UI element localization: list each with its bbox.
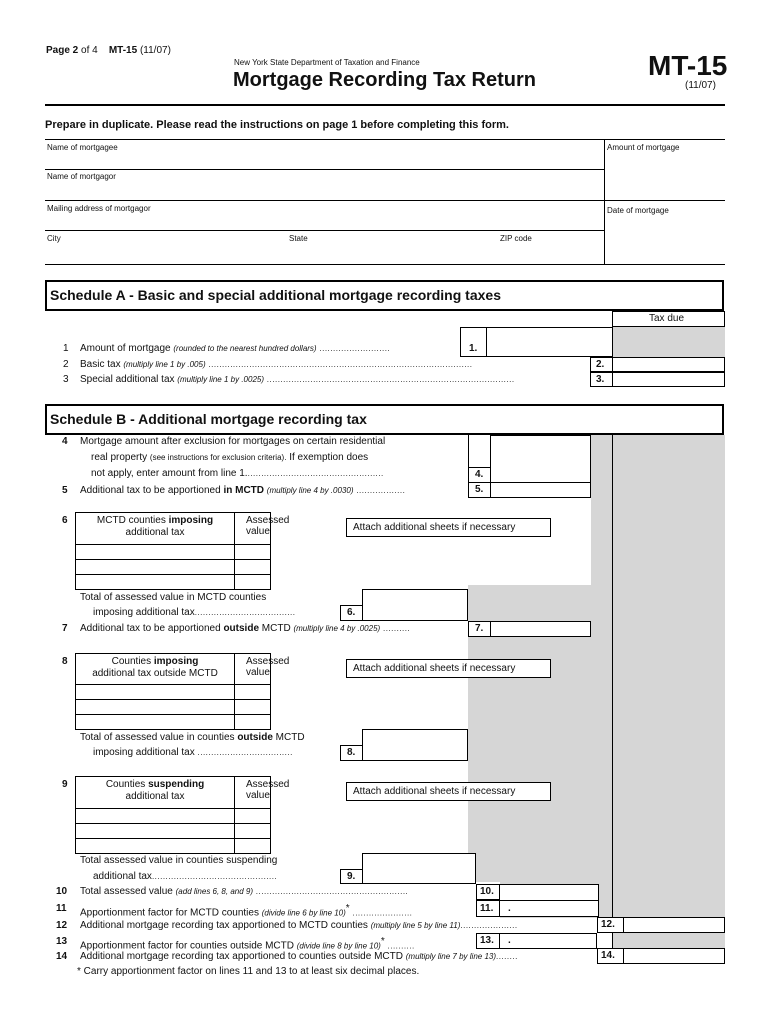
line-8-county-header: Counties imposing additional tax outside MCTD	[92, 656, 218, 679]
line-9-box-label: 9.	[347, 871, 356, 882]
date-input[interactable]	[606, 216, 724, 262]
line-11-num: 11	[56, 903, 67, 914]
line-11-input[interactable]	[499, 900, 599, 917]
line-11-box-label: 11.	[480, 903, 494, 914]
line-14-box-label: 14.	[601, 950, 615, 961]
line-8-num: 8	[62, 656, 68, 667]
line-10-box-label-cell	[476, 884, 500, 900]
line-4-input[interactable]	[490, 435, 591, 483]
line-9-total-a: Total assessed value in counties suspending	[80, 855, 278, 866]
line-2-box-label-cell	[590, 357, 613, 372]
line-7-num: 7	[62, 623, 68, 634]
zip-label: ZIP code	[500, 234, 532, 243]
line-9-box-label-cell	[340, 869, 363, 884]
line-13-label: Apportionment factor for counties outside MCTD (divide line 8 by line 10)* ..........	[80, 936, 415, 952]
schedule-b-title: Schedule B - Additional mortgage recording tax	[50, 411, 367, 427]
state-label: State	[289, 234, 308, 243]
line-6-box-label-cell	[340, 605, 363, 621]
line-13-box-label-cell	[476, 933, 500, 949]
line-6-num: 6	[62, 515, 68, 526]
line-4-box-label: 4.	[475, 469, 484, 480]
line-13-box-label: 13.	[480, 935, 494, 946]
mortgagor-input[interactable]	[46, 181, 602, 199]
line-1-label: Amount of mortgage (rounded to the nearest hundred dollars) ..........................	[80, 343, 391, 354]
line-12-box-label: 12.	[601, 919, 615, 930]
line-1-box-label-cell	[460, 327, 486, 357]
line-12-box-label-cell	[597, 917, 624, 933]
line-10-box-label: 10.	[480, 886, 494, 897]
line-14-box-label-cell	[597, 948, 624, 964]
line-8-county-inputs[interactable]	[76, 684, 233, 729]
line-6-county-inputs[interactable]	[76, 544, 233, 589]
line-5-box-label: 5.	[475, 484, 484, 495]
line-9-value-inputs[interactable]	[235, 808, 270, 853]
line-2-input[interactable]	[612, 357, 725, 372]
line-5-box-label-cell	[468, 482, 491, 498]
line-6-county-header: MCTD counties imposing additional tax	[96, 515, 214, 538]
line-12-num: 12	[56, 920, 68, 931]
line-3-box-label: 3.	[596, 374, 605, 385]
amount-label: Amount of mortgage	[607, 143, 680, 152]
line-4-text-c: not apply, enter amount from line 1...................................................	[91, 468, 384, 479]
mortgagee-label: Name of mortgagee	[47, 143, 118, 152]
schedule-b-header	[45, 404, 724, 435]
city-state-zip-input[interactable]	[46, 244, 602, 262]
line-3-label: Special additional tax (multiply line 1 by .0025) ...........................................................................................	[80, 374, 515, 385]
line-6-assessed-header: Assessed value	[246, 515, 290, 537]
line-11-label: Apportionment factor for MCTD counties (divide line 6 by line 10)* ......................	[80, 903, 413, 919]
line-4-box-label-cell	[468, 467, 491, 483]
line-2-label: Basic tax (multiply line 1 by .005) .................................................................................................	[80, 359, 473, 370]
line-8-value-inputs[interactable]	[235, 684, 270, 729]
line-12-label: Additional mortgage recording tax apportioned to MCTD counties (multiply line 5 by line 11).....................	[80, 920, 518, 931]
line-14-num: 14	[56, 951, 68, 962]
line-3-input[interactable]	[612, 372, 725, 387]
line-7-box-label: 7.	[475, 623, 484, 634]
line-12-input[interactable]	[623, 917, 725, 933]
line-9-assessed-header: Assessed value	[246, 779, 290, 801]
address-input[interactable]	[46, 213, 602, 229]
line-10-num: 10	[56, 886, 68, 897]
line-8-assessed-header: Assessed value	[246, 656, 290, 678]
line-6-attach-note: Attach additional sheets if necessary	[346, 518, 551, 537]
line-13-num: 13	[56, 936, 68, 947]
line-9-attach-note: Attach additional sheets if necessary	[346, 782, 551, 801]
schedule-a-header	[45, 280, 724, 311]
city-label: City	[47, 234, 61, 243]
tax-column-shading	[613, 435, 725, 960]
line-8-box-label-cell	[340, 745, 363, 761]
line-5-label: Additional tax to be apportioned in MCTD (multiply line 4 by .0030) ..................	[80, 485, 406, 496]
line-9-county-inputs[interactable]	[76, 808, 233, 853]
line-14-label: Additional mortgage recording tax apportioned to counties outside MCTD (multiply line 7 by line 13)........	[80, 951, 518, 962]
page-number: Page 2 of 4 MT-15 (11/07)	[46, 45, 171, 56]
line-8-attach-note: Attach additional sheets if necessary	[346, 659, 551, 678]
line-6-input[interactable]	[362, 589, 468, 621]
line-4-text-a: Mortgage amount after exclusion for mortgages on certain residential	[80, 436, 386, 447]
line-2-box-label: 2.	[596, 359, 605, 370]
line-6-box-label: 6.	[347, 607, 356, 618]
line-11-decimal: .	[508, 903, 511, 914]
department-name: New York State Department of Taxation and Finance	[234, 58, 420, 67]
header-rule	[45, 104, 725, 106]
line-1-num: 1	[63, 343, 69, 354]
amount-input[interactable]	[606, 152, 724, 200]
line-11-box-label-cell	[476, 900, 500, 917]
mortgagor-label: Name of mortgagor	[47, 172, 116, 181]
tax-due-header	[612, 311, 725, 327]
footnote: * Carry apportionment factor on lines 11 and 13 to at least six decimal places.	[77, 966, 420, 977]
line-5-input[interactable]	[490, 482, 591, 498]
line-4-num: 4	[62, 436, 68, 447]
line-10-label: Total assessed value (add lines 6, 8, and 9) ........................................................	[80, 886, 409, 897]
line-3-box-label-cell	[590, 372, 613, 387]
line-2-num: 2	[63, 359, 69, 370]
line-6-total-b: imposing additional tax.....................................	[93, 607, 296, 618]
line-9-county-header: Counties suspending additional tax	[105, 779, 205, 802]
line-1-box-label: 1.	[469, 343, 478, 354]
line-8-input[interactable]	[362, 729, 468, 761]
line-8-box-label: 8.	[347, 747, 356, 758]
line-9-total-b: additional tax..............................................	[93, 871, 278, 882]
line-7-box-label-cell	[468, 621, 491, 637]
line-14-input[interactable]	[623, 948, 725, 964]
line-7-label: Additional tax to be apportioned outside MCTD (multiply line 4 by .0025) ..........	[80, 623, 411, 634]
line-10-input[interactable]	[499, 884, 599, 901]
form-date-large: (11/07)	[685, 80, 716, 91]
line-7-input[interactable]	[490, 621, 591, 637]
mortgagee-input[interactable]	[46, 152, 602, 168]
date-label: Date of mortgage	[607, 206, 669, 215]
line-8-total-a: Total of assessed value in counties outside MCTD	[80, 732, 305, 743]
line-9-num: 9	[62, 779, 68, 790]
line-13-decimal: .	[508, 935, 511, 946]
instructions: Prepare in duplicate. Please read the instructions on page 1 before completing this form.	[45, 119, 509, 131]
line-6-total-a: Total of assessed value in MCTD counties	[80, 592, 267, 603]
line-9-input[interactable]	[362, 853, 476, 884]
line-3-num: 3	[63, 374, 69, 385]
line-8-total-b: imposing additional tax ...................................	[93, 747, 293, 758]
line-6-value-inputs[interactable]	[235, 544, 270, 589]
address-label: Mailing address of mortgagor	[47, 204, 151, 213]
line-5-num: 5	[62, 485, 68, 496]
line-4-text-b: real property (see instructions for exclusion criteria). If exemption does	[91, 452, 369, 463]
line-13-input[interactable]	[499, 933, 597, 949]
form-title: Mortgage Recording Tax Return	[233, 69, 536, 91]
tax-due-label: Tax due	[649, 313, 685, 324]
schedule-a-title: Schedule A - Basic and special additional mortgage recording taxes	[50, 287, 501, 303]
form-code-large: MT-15	[648, 50, 728, 81]
line-1-input[interactable]	[486, 327, 613, 357]
